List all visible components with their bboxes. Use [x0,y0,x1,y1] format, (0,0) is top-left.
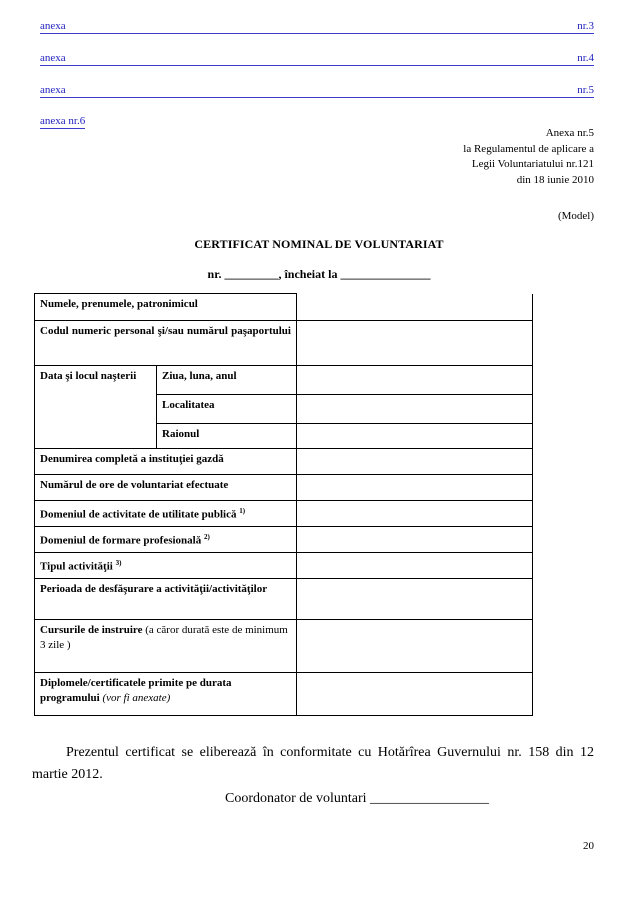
field-activity-type-value[interactable] [297,553,533,579]
field-activity-type-text: Tipul activităţii [40,560,113,573]
field-training-domain-value[interactable] [297,527,533,553]
page-number: 20 [583,840,594,852]
reference-line: la Regulamentul de aplicare a [463,142,594,155]
model-label: (Model) [557,210,594,222]
field-training-domain-text: Domeniul de formare profesională [40,534,202,547]
field-id-code-label: Codul numeric personal şi/sau numărul paşaportului [35,321,297,366]
table-row [35,553,533,579]
issuance-paragraph [32,742,594,786]
table-row [35,673,533,716]
reference-line: Anexa nr.5 [545,127,594,139]
field-birth-district-value[interactable] [297,424,533,449]
annex-link-6[interactable]: anexa nr.6 [40,115,86,127]
issuance-text: Prezentul certificat se eliberează în conformitate cu Hotărîrea Guvernului nr. 158 din 12 martie 2012. [32,745,594,782]
field-diplomas-value[interactable] [297,673,533,716]
field-birth-locality-value[interactable] [297,395,533,424]
annex-link-label: anexa [40,52,66,64]
table-row [35,527,533,553]
certificate-table [34,293,533,716]
annex-link-label: anexa [40,84,66,96]
field-birth-locality-label: Localitatea [157,395,297,424]
field-period-value[interactable] [297,579,533,620]
table-row [35,475,533,501]
field-name-value[interactable] [297,294,533,321]
field-birth-label: Data şi locul naşterii [35,366,157,449]
field-courses-note: (a căror durată este de minimum 3 zile ) [40,624,288,651]
field-diplomas-note: (vor fi anexate) [99,692,171,704]
footnote-marker: 3) [115,559,122,567]
field-id-code-value[interactable] [297,321,533,366]
field-period-label: Perioada de desfăşurare a activităţii/activităţilor [35,579,297,620]
reference-line: din 18 iunie 2010 [516,173,594,186]
annex-link-number: nr.3 [577,20,594,32]
field-birth-day-label: Ziua, luna, anul [157,366,297,395]
table-row [35,501,533,527]
field-hours-value[interactable] [297,475,533,501]
footnote-marker: 2) [203,533,210,541]
regulation-reference [463,126,594,188]
table-row [35,366,533,395]
table-row [35,321,533,366]
field-courses-value[interactable] [297,620,533,673]
coordinator-signature-line: Coordonator de voluntari _________________ [225,791,490,806]
field-host-label: Denumirea completă a instituţiei gazdă [35,449,297,475]
field-domain-label [35,501,297,527]
field-birth-day-value[interactable] [297,366,533,395]
field-domain-text: Domeniul de activitate de utilitate publică [40,508,237,521]
document-title: CERTIFICAT NOMINAL DE VOLUNTARIAT [194,237,444,251]
table-row [35,579,533,620]
field-name-label: Numele, prenumele, patronimicul [35,294,297,321]
table-row [35,294,533,321]
reference-line: Legii Voluntariatului nr.121 [471,158,594,170]
annex-link-5[interactable] [40,84,594,98]
table-row [35,449,533,475]
field-courses-title: Cursurile de instruire [40,624,143,636]
field-birth-district-label: Raionul [157,424,297,449]
annex-link-number: nr.5 [577,84,594,96]
certificate-number-line: nr. _________, încheiat la _______________ [207,267,431,281]
field-diplomas-label [35,673,297,716]
field-hours-label: Numărul de ore de voluntariat efectuate [35,475,297,501]
annex-link-3[interactable] [40,20,594,34]
field-training-domain-label [35,527,297,553]
field-activity-type-label [35,553,297,579]
annex-link-label: anexa [40,20,66,32]
annex-link-4[interactable] [40,52,594,66]
field-domain-value[interactable] [297,501,533,527]
field-diplomas-title: Diplomele/certificatele primite pe durata programului [40,677,232,704]
footnote-marker: 1) [239,507,246,515]
field-courses-label [35,620,297,673]
table-row [35,620,533,673]
field-host-value[interactable] [297,449,533,475]
annex-link-number: nr.4 [577,52,594,64]
